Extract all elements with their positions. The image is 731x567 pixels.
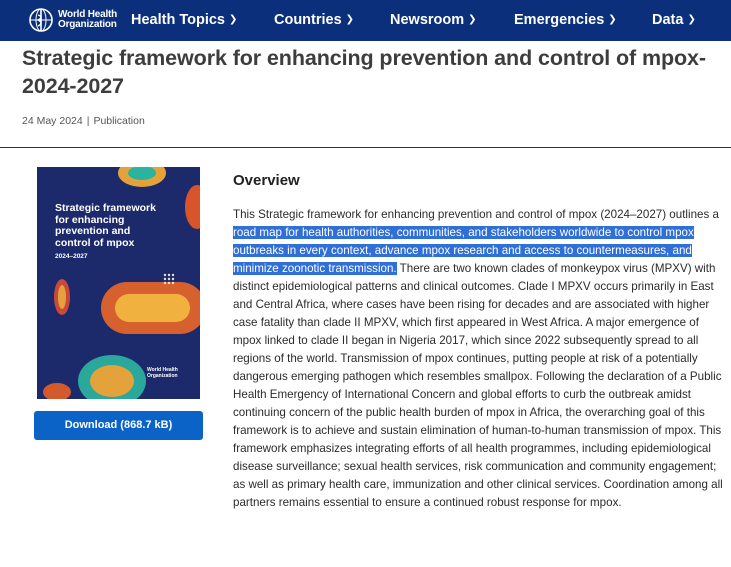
overview-text-rest: There are two known clades of monkeypox virus (MPXV) with distinct epidemiological patterns and clinical outcomes. Clade I MPXV occurs primarily in East and Central Africa, where cases have been rising for decades and are associated with higher case fatality than clade II MPXV, which first appeared in West Africa. A major emergence of mpox linked to clade II began in Nigeria 2017, which since 2022 subsequently spread to all regions of the world. Transmission of mpox continues, putting people at risk of a potentially dangerous emerging pathogen which resembles smallpox. Following the declaration of a Public Health Emergency of International Concern and global efforts to curb the outbreak amidst continuing concern of the public health burden of mpox in Africa, the overarching goal of this framework is to achieve and sustain elimination of human-to-human transmission of mpox. This framework emphasizes integrating efforts of all health programmes, including epidemiological disease surveillance; sexual health services, risk communication and community engagement; as well as primary health care, immunization and other clinical services. Coordination among all partners remains essential to ensure a continued robust response for mpox.: [233, 262, 723, 509]
nav-data[interactable]: [652, 12, 696, 28]
publication-meta: [22, 115, 145, 127]
chevron-down-icon: ❯: [229, 14, 238, 25]
chevron-down-icon: ❯: [345, 14, 355, 25]
nav-health-topics[interactable]: [131, 12, 237, 28]
who-logo-text[interactable]: [58, 10, 117, 30]
meta-separator: |: [86, 115, 90, 127]
logo-line-2: Organization: [58, 19, 117, 30]
cover-years: 2024–2027: [55, 253, 88, 260]
nav-label: Newsroom: [390, 12, 465, 28]
overview-body: [233, 206, 723, 512]
cover-title-line: Strategic framework: [55, 202, 156, 214]
cover-title: [55, 203, 156, 249]
overview-text-start: This Strategic framework for enhancing prevention and control of mpox (2024–2027) outlines a: [233, 208, 719, 221]
nav-label: Data: [652, 12, 684, 28]
nav-countries[interactable]: [274, 12, 354, 28]
cover-title-line: for enhancing: [55, 213, 125, 226]
cover-title-line: prevention and: [55, 225, 131, 237]
nav-emergencies[interactable]: [514, 12, 617, 28]
nav-label: Health Topics: [131, 12, 225, 28]
who-logo-icon[interactable]: [28, 7, 54, 33]
download-button[interactable]: Download (868.7 kB): [34, 411, 203, 440]
chevron-down-icon: ❯: [468, 14, 477, 25]
page-title: Strategic framework for enhancing prevention and control of mpox- 2024-2027: [22, 46, 706, 98]
section-divider: [0, 147, 731, 148]
selected-text-highlight[interactable]: road map for health authorities, communities, and stakeholders worldwide to control mpox outbreaks in every context, advance mpox research and access to countermeasures, and minimize zoonotic transmission.: [233, 226, 694, 275]
cover-org-line: World Health: [147, 367, 178, 373]
publication-date: 24 May 2024: [22, 115, 83, 127]
cover-who-logo: [147, 368, 178, 379]
chevron-down-icon: ❯: [687, 14, 696, 25]
nav-newsroom[interactable]: [390, 12, 477, 28]
nav-label: Countries: [274, 12, 342, 28]
chevron-down-icon: ❯: [608, 14, 617, 25]
top-navigation-bar: [0, 0, 731, 41]
cover-title-line: control of mpox: [55, 236, 135, 249]
overview-heading: Overview: [233, 172, 300, 189]
cover-org-line: Organization: [147, 372, 178, 379]
logo-line-1: World Health: [58, 9, 118, 20]
nav-label: Emergencies: [514, 12, 605, 28]
publication-type: Publication: [93, 115, 145, 127]
publication-cover-image[interactable]: [37, 167, 200, 399]
